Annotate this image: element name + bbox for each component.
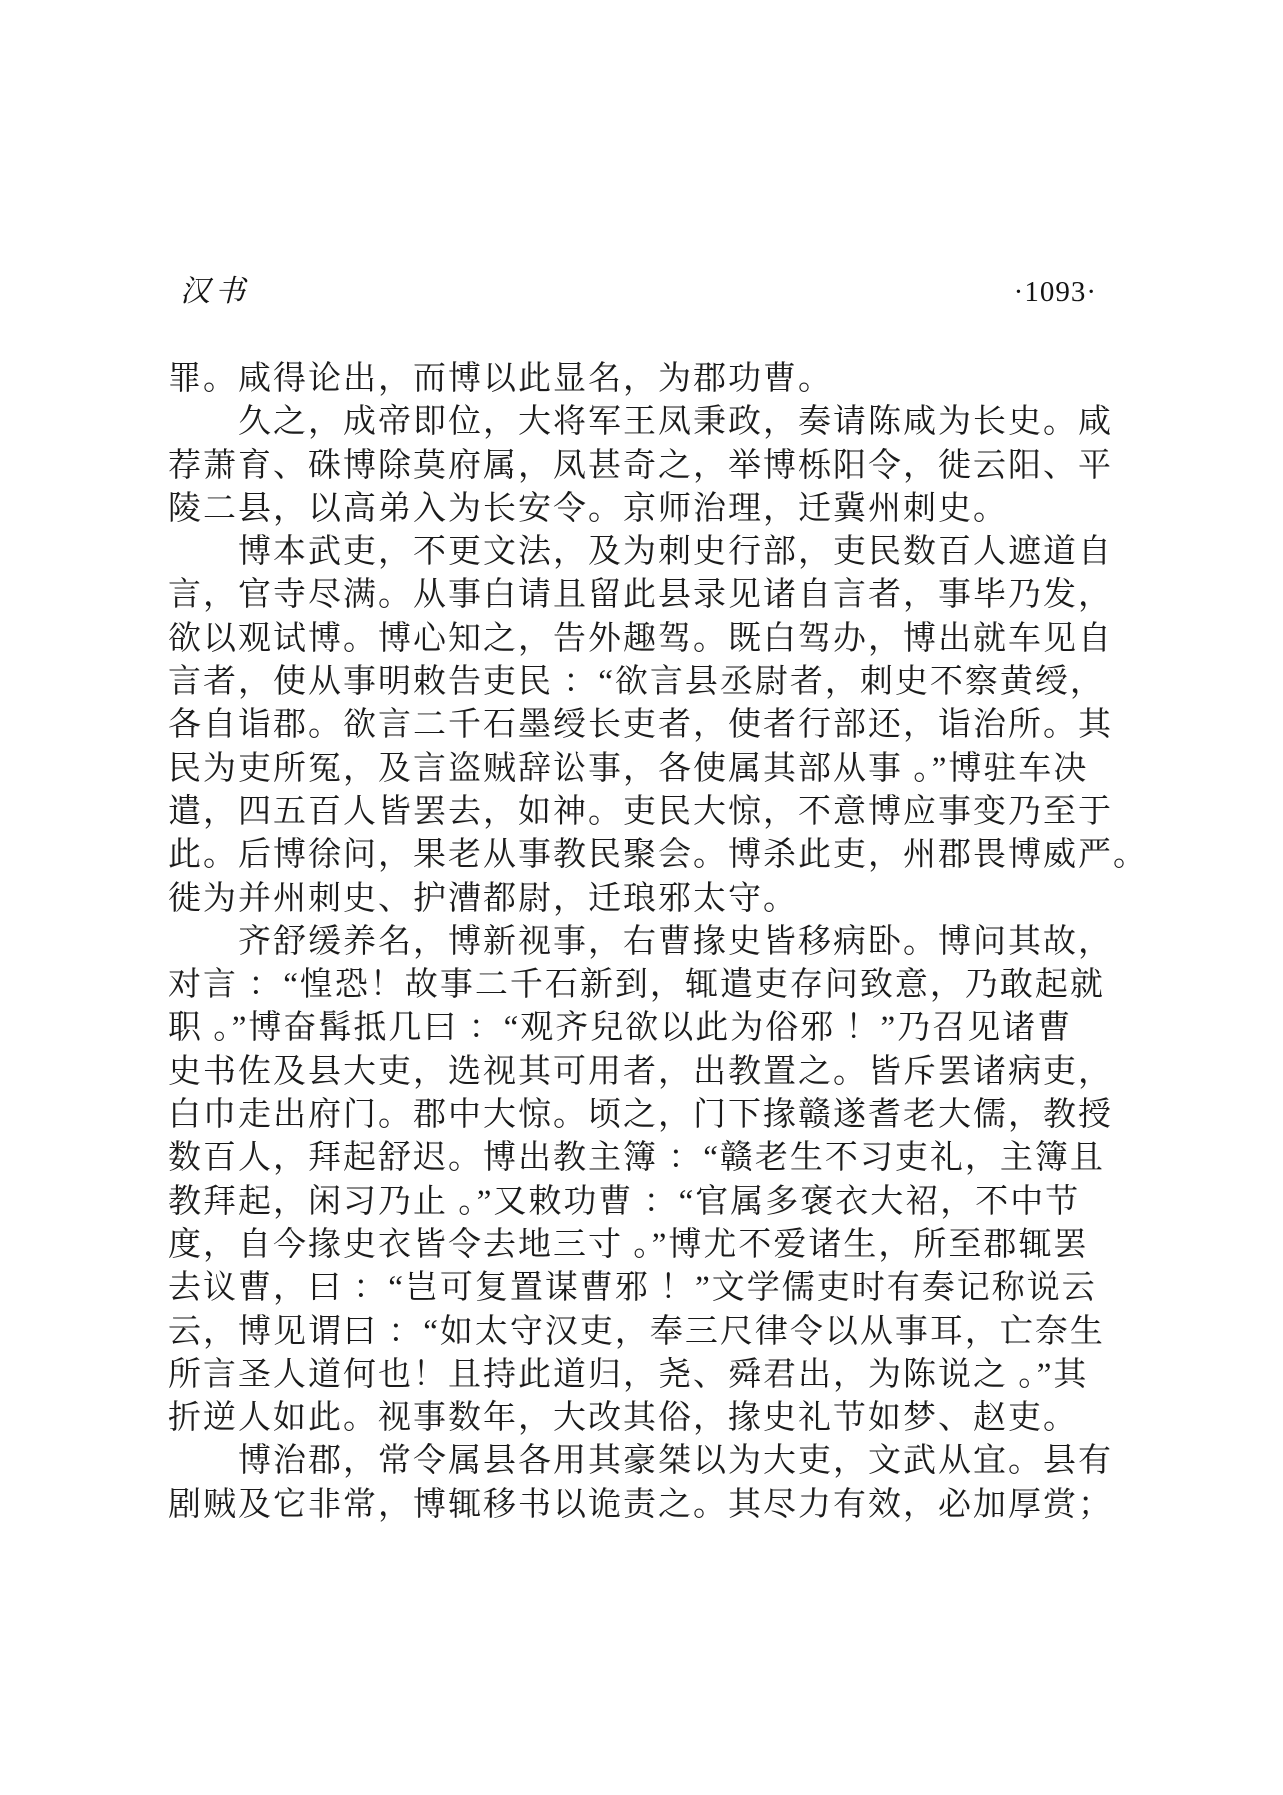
page-header xyxy=(180,266,1097,306)
text-line: 对言 ：“惶恐！故事二千石新到，辄遣吏存问致意，乃敢起就 xyxy=(168,967,1105,1004)
text-line: 教拜起，闲习乃止 。”又敕功曹 ：“官属多褒衣大袑，不中节 xyxy=(168,1183,1081,1220)
text-line: 言，官寺尽满。从事白请且留此县录见诸自言者，事毕乃发， xyxy=(168,577,1113,614)
text-line: 折逆人如此。视事数年，大改其俗，掾史礼节如梦、赵吏。 xyxy=(168,1400,1078,1437)
text-line: 齐舒缓养名，博新视事，右曹掾史皆移病卧。博问其故， xyxy=(238,923,1113,960)
text-line: 遣，四五百人皆罢去，如神。吏民大惊，不意博应事变乃至于 xyxy=(168,793,1113,830)
text-line: 所言圣人道何也！且持此道归，尧、舜君出，为陈说之 。”其 xyxy=(168,1356,1089,1393)
text-line: 徙为并州刺史、护漕都尉，迁琅邪太守。 xyxy=(168,880,798,917)
text-line: 久之，成帝即位，大将军王凤秉政，奏请陈咸为长史。咸 xyxy=(238,404,1113,441)
book-title: 汉书 xyxy=(180,275,250,308)
text-line: 白巾走出府门。郡中大惊。顷之，门下掾赣遂耆老大儒，教授 xyxy=(168,1097,1113,1134)
text-line: 陵二县，以高弟入为长安令。京师治理，迁冀州刺史。 xyxy=(168,490,1008,527)
text-line: 云，博见谓曰 ：“如太守汉吏，奉三尺律令以从事耳，亡奈生 xyxy=(168,1313,1105,1350)
text-line: 此。后博徐问，果老从事教民聚会。博杀此吏，州郡畏博威严。 xyxy=(168,837,1148,874)
text-line: 各自诣郡。欲言二千石墨绶长吏者，使者行部还，诣治所。其 xyxy=(168,707,1113,744)
text-line: 度，自今掾史衣皆令去地三寸 。”博尤不爱诸生，所至郡辄罢 xyxy=(168,1226,1089,1263)
text-line: 去议曹，曰 ：“岂可复置谋曹邪 ！”文学儒吏时有奏记称说云 xyxy=(168,1270,1097,1307)
text-line: 欲以观试博。博心知之，告外趣驾。既白驾办，博出就车见自 xyxy=(168,620,1113,657)
text-line: 数百人，拜起舒迟。博出教主簿 ：“赣老生不习吏礼，主簿且 xyxy=(168,1140,1105,1177)
text-line: 博本武吏，不更文法，及为刺史行部，吏民数百人遮道自 xyxy=(238,534,1113,571)
text-line: 民为吏所冤，及言盗贼辞讼事，各使属其部从事 。”博驻车决 xyxy=(168,750,1089,787)
text-line: 剧贼及它非常，博辄移书以诡责之。其尽力有效，必加厚赏； xyxy=(168,1486,1113,1523)
text-line: 博治郡，常令属县各用其豪桀以为大吏，文武从宜。县有 xyxy=(238,1443,1113,1480)
text-line: 史书佐及县大吏，选视其可用者，出教置之。皆斥罢诸病吏， xyxy=(168,1053,1113,1090)
body-text xyxy=(168,358,1148,1527)
text-line: 荐萧育、硃博除莫府属，凤甚奇之，举博栎阳令，徙云阳、平 xyxy=(168,447,1113,484)
page-number: ·1093· xyxy=(1013,276,1097,308)
text-line: 职 。”博奋髯抵几曰 ：“观齐兒欲以此为俗邪 ！”乃召见诸曹 xyxy=(168,1010,1073,1047)
text-line: 罪。咸得论出，而博以此显名，为郡功曹。 xyxy=(168,361,833,397)
text-line: 言者，使从事明敕告吏民 ：“欲言县丞尉者，刺史不察黄绶， xyxy=(168,664,1105,701)
